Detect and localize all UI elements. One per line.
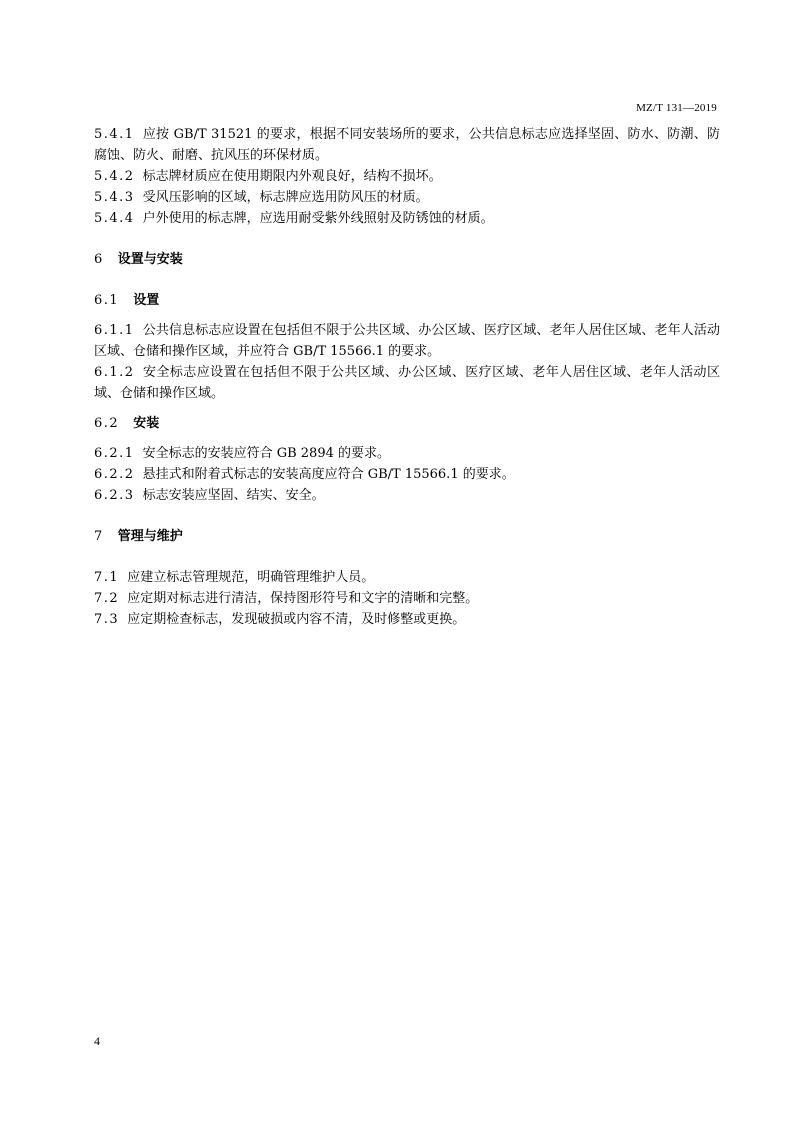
clause-text: 安全标志的安装应符合 GB 2894 的要求。 — [142, 446, 390, 461]
subsection-title: 设置 — [133, 293, 160, 308]
clause-text: 标志牌材质应在使用期限内外观良好，结构不损坏。 — [142, 169, 442, 184]
clause-number: 6.2.3 — [94, 488, 135, 503]
clause-number: 5.4.3 — [94, 190, 135, 205]
clause-text: 应定期检查标志，发现破损或内容不清，及时修整或更换。 — [127, 612, 466, 627]
clause-text: 受风压影响的区域，标志牌应选用防风压的材质。 — [142, 190, 429, 205]
section-number: 6 — [94, 252, 104, 267]
clause-7-3 — [94, 609, 720, 630]
clause-text: 悬挂式和附着式标志的安装高度应符合 GB/T 15566.1 的要求。 — [142, 467, 515, 482]
clause-5-4-4 — [94, 208, 720, 229]
clause-6-1-2 — [94, 362, 720, 404]
clause-6-2-3 — [94, 485, 720, 506]
clause-5-4-3 — [94, 187, 720, 208]
document-body — [94, 124, 720, 630]
clause-number: 5.4.1 — [94, 127, 135, 142]
clause-text: 应按 GB/T 31521 的要求，根据不同安装场所的要求，公共信息标志应选择坚固、防水、防潮、防腐蚀、防火、耐磨、抗风压的环保材质。 — [94, 127, 720, 163]
clause-6-2-2 — [94, 464, 720, 485]
clause-5-4-1 — [94, 124, 720, 166]
page-number: 4 — [94, 1034, 100, 1048]
subsection-heading-6-1 — [94, 290, 720, 311]
clause-number: 7.1 — [94, 570, 120, 585]
clause-5-4-2 — [94, 166, 720, 187]
clause-text: 户外使用的标志牌，应选用耐受紫外线照射及防锈蚀的材质。 — [142, 211, 494, 226]
clause-text: 公共信息标志应设置在包括但不限于公共区域、办公区域、医疗区域、老年人居住区域、老年人活动区域、仓储和操作区域，并应符合 GB/T 15566.1 的要求。 — [94, 323, 720, 359]
section-number: 7 — [94, 529, 104, 544]
section-heading-6 — [94, 249, 720, 270]
subsection-title: 安装 — [133, 416, 160, 431]
clause-text: 应定期对标志进行清洁，保持图形符号和文字的清晰和完整。 — [127, 591, 479, 606]
clause-number: 6.2.2 — [94, 467, 135, 482]
clause-7-1 — [94, 567, 720, 588]
clause-number: 7.3 — [94, 612, 120, 627]
clause-7-2 — [94, 588, 720, 609]
standard-code: MZ/T 131—2019 — [636, 102, 717, 114]
clause-text: 安全标志应设置在包括但不限于公共区域、办公区域、医疗区域、老年人居住区域、老年人活动区域、仓储和操作区域。 — [94, 365, 720, 401]
clause-number: 5.4.4 — [94, 211, 135, 226]
subsection-number: 6.1 — [94, 293, 120, 308]
clause-text: 应建立标志管理规范，明确管理维护人员。 — [127, 570, 375, 585]
clause-number: 6.1.1 — [94, 323, 135, 338]
subsection-heading-6-2 — [94, 413, 720, 434]
section-title: 管理与维护 — [117, 529, 183, 544]
section-heading-7 — [94, 526, 720, 547]
clause-text: 标志安装应坚固、结实、安全。 — [142, 488, 325, 503]
subsection-number: 6.2 — [94, 416, 120, 431]
clause-6-1-1 — [94, 320, 720, 362]
clause-6-2-1 — [94, 443, 720, 464]
section-title: 设置与安装 — [117, 252, 183, 267]
clause-number: 6.1.2 — [94, 365, 135, 380]
clause-number: 7.2 — [94, 591, 120, 606]
clause-number: 6.2.1 — [94, 446, 135, 461]
clause-number: 5.4.2 — [94, 169, 135, 184]
